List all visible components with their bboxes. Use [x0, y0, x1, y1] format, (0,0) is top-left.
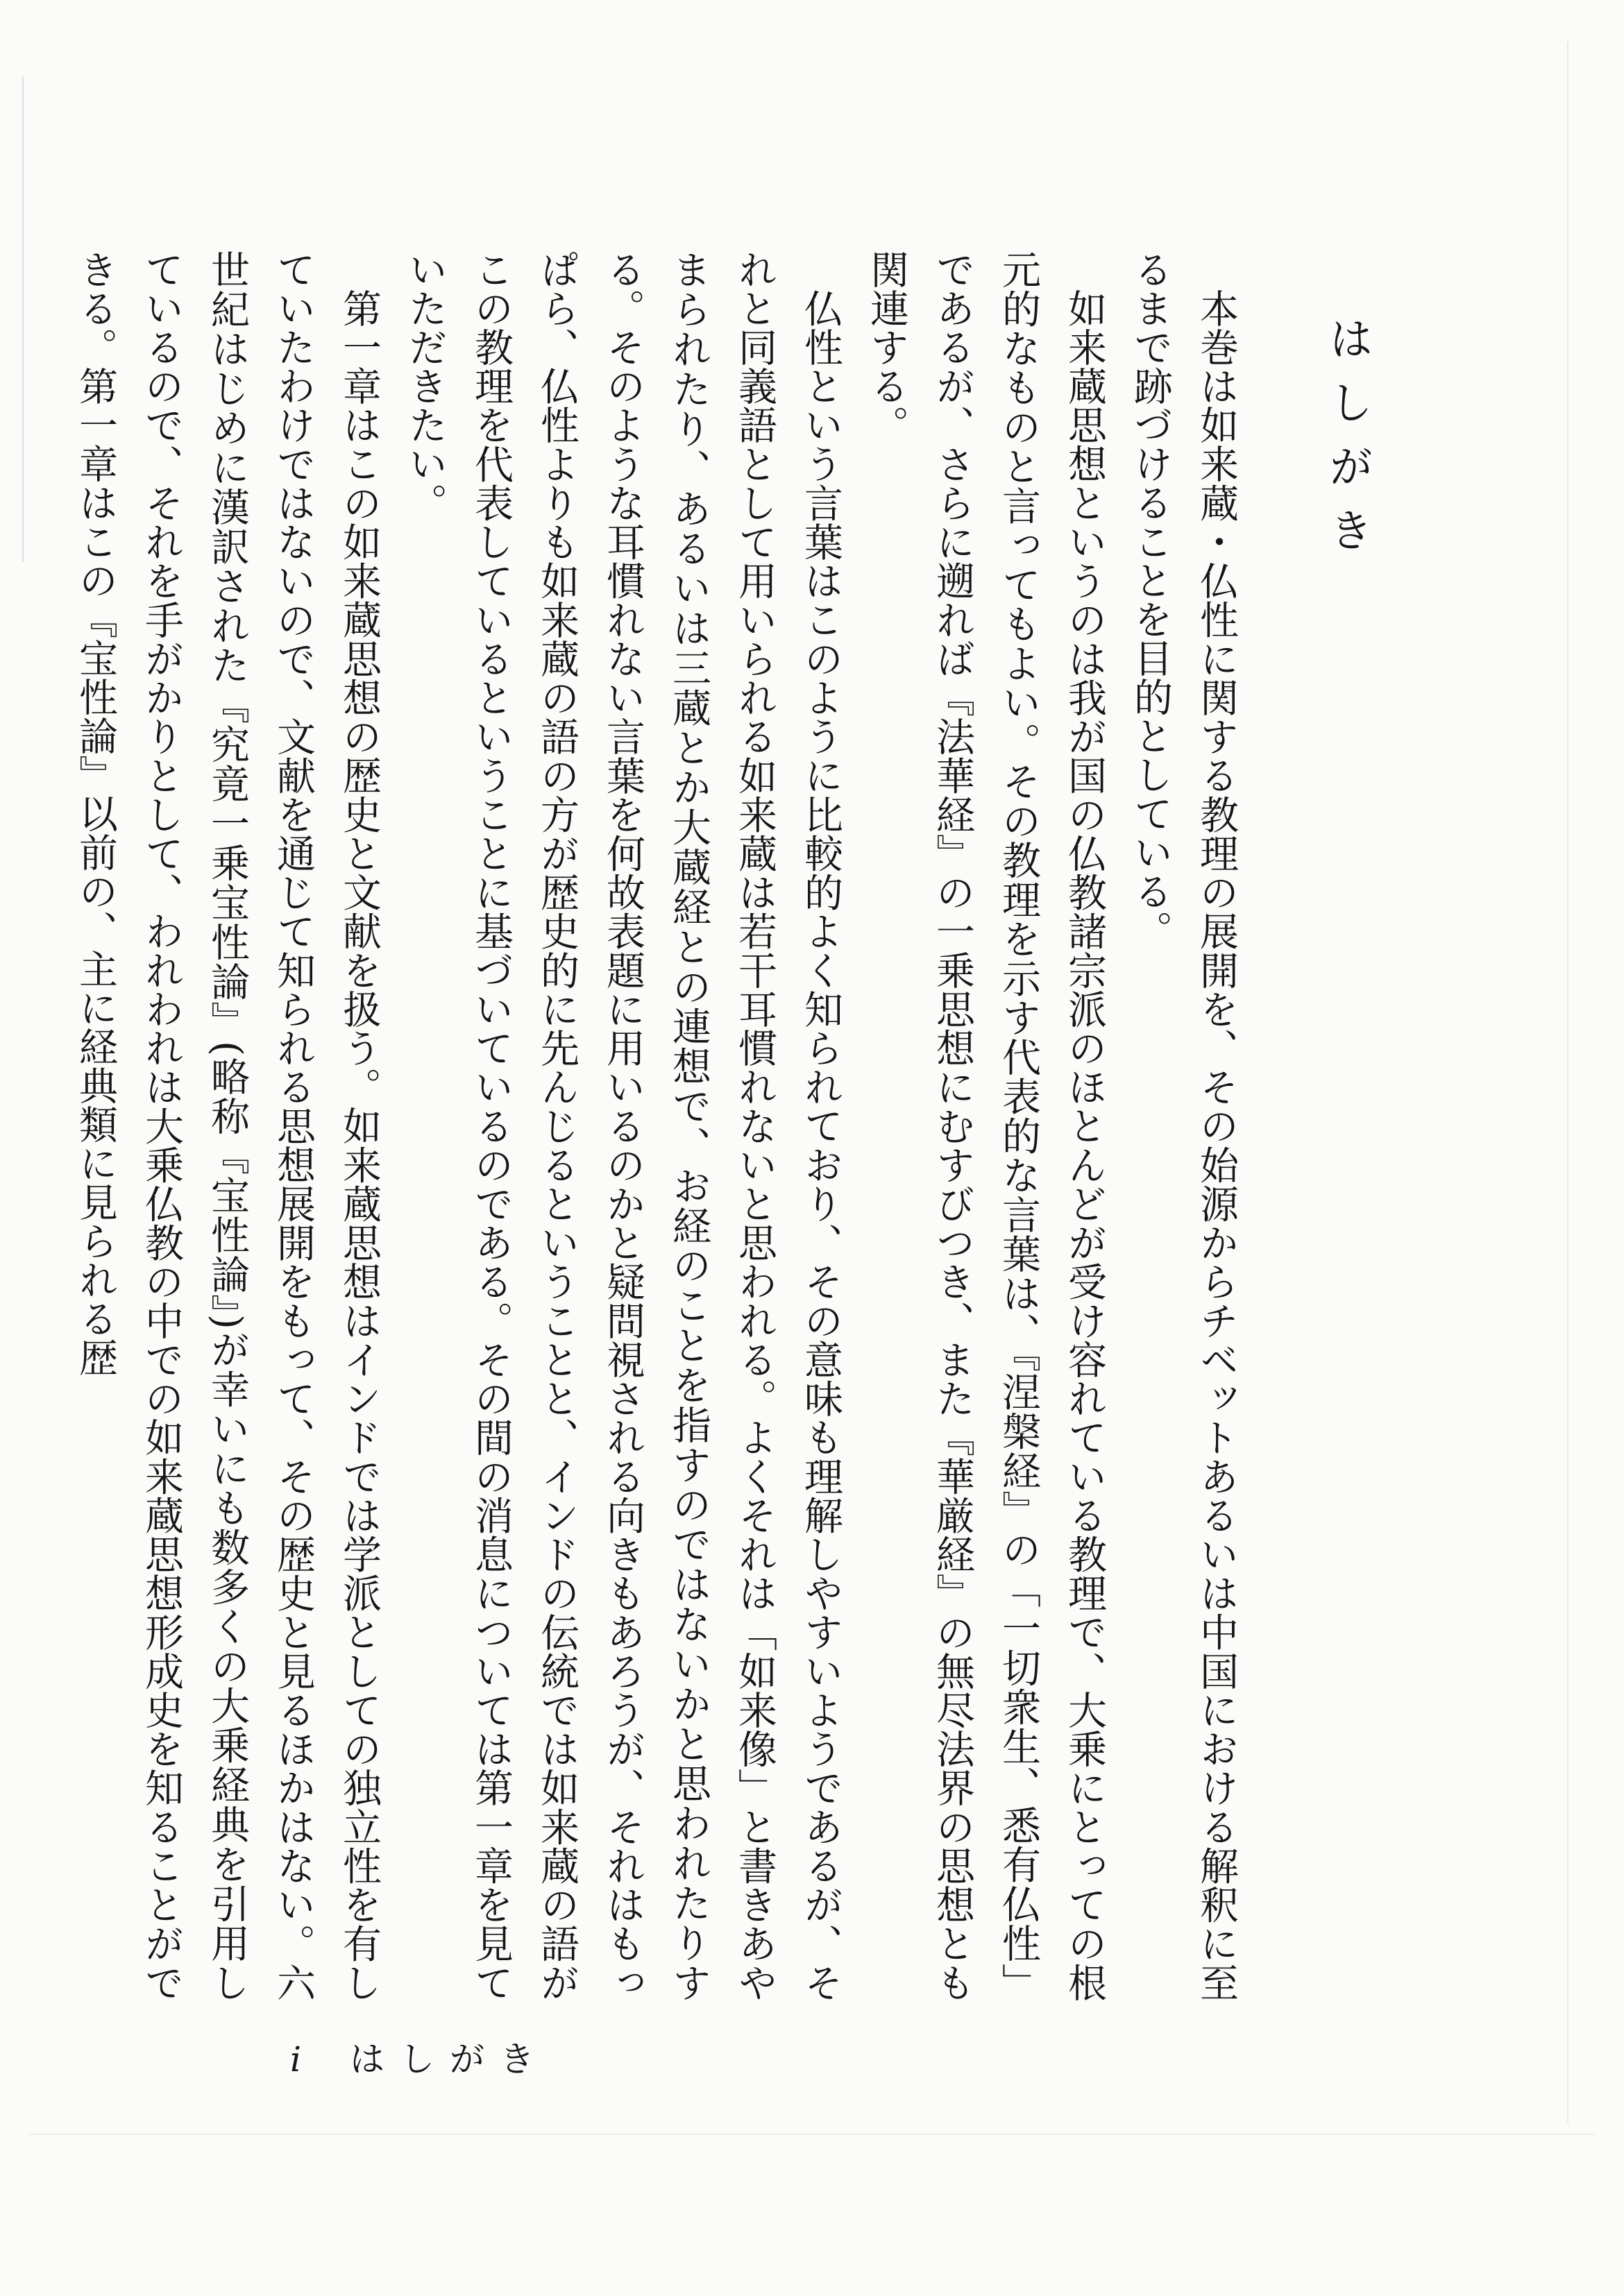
running-footer-title: はしがき: [350, 2039, 550, 2080]
page-title: はしがき: [1321, 316, 1373, 571]
scan-edge-right: [1567, 42, 1568, 2123]
body-text: [73, 250, 1249, 2002]
paragraph-1: 本巻は如来蔵・仏性に関する教理の展開を、その始源からチベットあるいは中国における解釈に至るまで跡づけることを目的としている。: [1128, 250, 1239, 2002]
paragraph-2: 如来蔵思想というのは我が国の仏教諸宗派のほとんどが受け容れている教理で、大乗にとっての根元的なものと言ってもよい。その教理を示す代表的な言葉は、『涅槃経』の「一切衆生、悉有仏性」であるが、さらに遡れば『法華経』の一乗思想にむすびつき、また『華厳経』の無尽法界の思想とも関連する。: [864, 250, 1107, 2002]
paragraph-4: 第一章はこの如来蔵思想の歴史と文献を扱う。如来蔵思想はインドでは学派としての独立性を有していたわけではないので、文献を通じて知られる思想展開をもって、その歴史と見るほかはない。六世紀はじめに漢訳された『究竟一乗宝性論』(略称『宝性論』)が幸いにも数多くの大乗経典を引用しているので、それを手がかりとして、われわれは大乗仏教の中での如来蔵思想形成史を知ることができる。第一章はこの『宝性論』以前の、主に経典類に見られる歴: [73, 250, 382, 2002]
scan-edge-left: [22, 76, 24, 562]
paragraph-3: 仏性という言葉はこのように比較的よく知られており、その意味も理解しやすいようであるが、それと同義語として用いられる如来蔵は若干耳慣れないと思われる。よくそれは「如来像」と書きあやまられたり、あるいは三蔵とか大蔵経との連想で、お経のことを指すのではないかと思われたりする。そのような耳慣れない言葉を何故表題に用いるのかと疑問視される向きもあろうが、それはもっぱら、仏性よりも如来蔵の語の方が歴史的に先んじるということと、インドの伝統では如来蔵の語がこの教理を代表しているということに基づいているのである。その間の消息については第一章を見ていただきたい。: [403, 250, 843, 2002]
page-number: i: [290, 2039, 316, 2080]
page-footer: [290, 2032, 550, 2082]
scan-edge-bottom: [28, 2134, 1596, 2135]
